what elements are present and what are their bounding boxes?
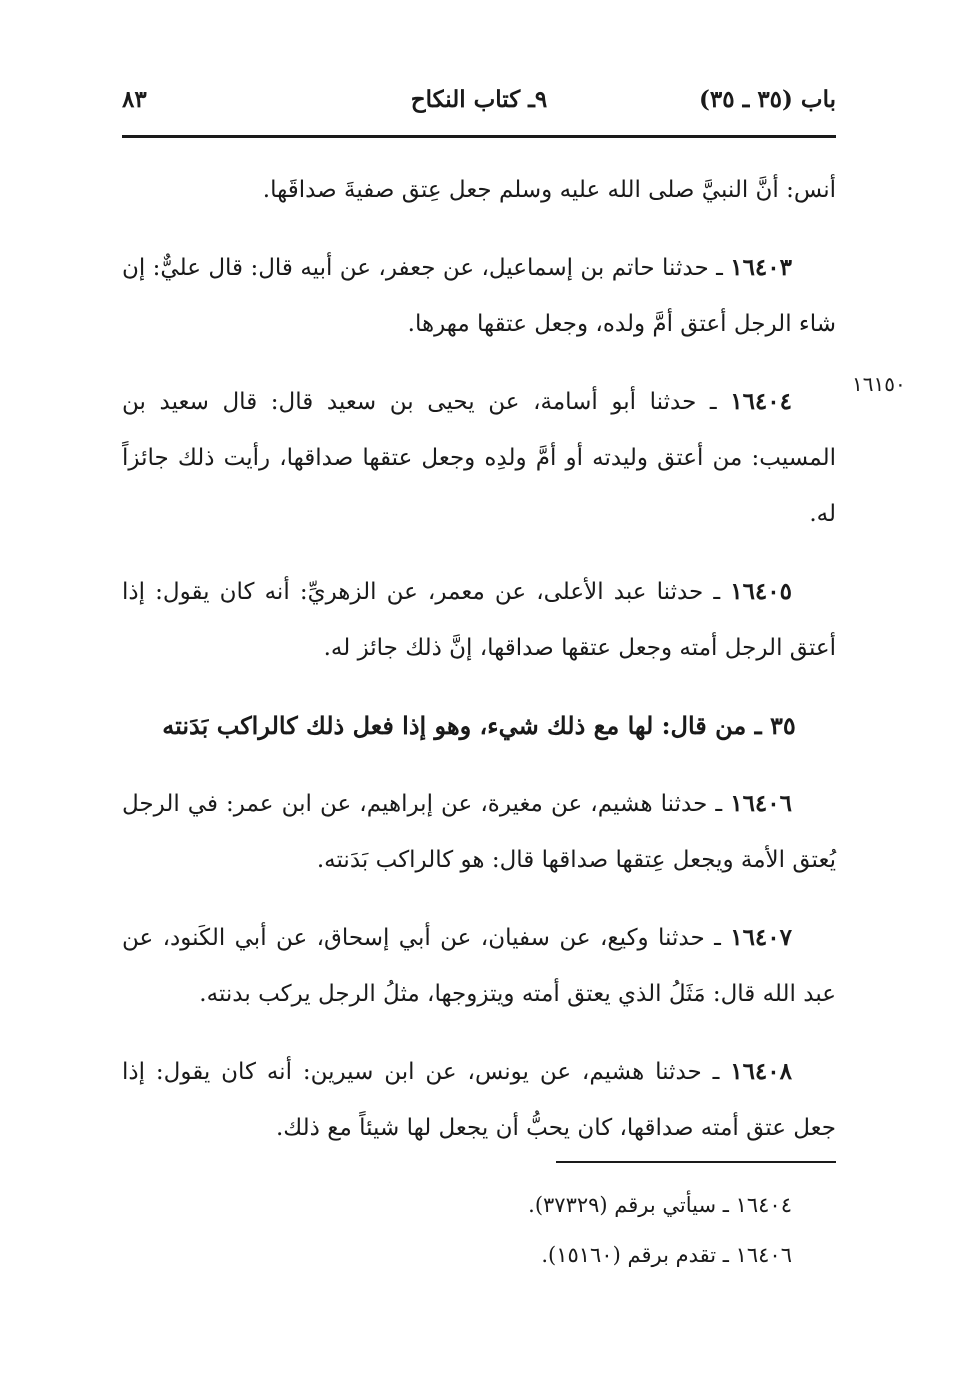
paragraph-text: ـ حدثنا هشيم، عن مغيرة، عن إبراهيم، عن ابن عمر: في الرجل يُعتق الأمة ويجعل عِتقها صداقها قال: هو كالراكب بَدَنته. [122, 791, 836, 873]
hadith-number: ١٦٤٠٣ [730, 254, 792, 281]
footnotes [122, 1180, 836, 1280]
hadith-number: ١٦٤٠٨ [730, 1058, 792, 1085]
hadith-16407 [122, 910, 836, 1022]
page-number: ٨٣ [122, 86, 147, 113]
paragraph-text: أنس: أنَّ النبيَّ صلى الله عليه وسلم جعل عِتق صفيةَ صداقَها. [262, 177, 836, 203]
book-title: ٩ـ كتاب النكاح [410, 86, 548, 113]
paragraph-continuation [122, 162, 836, 218]
hadith-16405 [122, 564, 836, 676]
paragraph-text: ـ حدثنا أبو أسامة، عن يحيى بن سعيد قال: قال سعيد بن المسيب: من أعتق وليدته أو أمَّ ولدِه وجعل عتقها صداقها، رأيت ذلك جائزاً له. [122, 389, 836, 527]
hadith-number: ١٦٤٠٤ [730, 388, 792, 415]
hadith-number: ١٦٤٠٧ [730, 924, 792, 951]
hadith-16404 [122, 374, 836, 542]
footnote: ١٦٤٠٤ ـ سيأتي برقم (٣٧٣٢٩). [528, 1193, 792, 1217]
hadith-16408 [122, 1044, 836, 1156]
paragraph-text: ـ حدثنا هشيم، عن يونس، عن ابن سيرين: أنه كان يقول: إذا جعل عتق أمته صداقها، كان يحبُّ أن يجعل لها شيئاً مع ذلك. [122, 1059, 836, 1141]
running-header [122, 86, 836, 126]
main-text [122, 162, 836, 1178]
hadith-number: ١٦٤٠٥ [730, 578, 792, 605]
paragraph-text: ـ حدثنا عبد الأعلى، عن معمر، عن الزهريِّ: أنه كان يقول: إذا أعتق الرجل أمته وجعل عتقها صداقها، إنَّ ذلك جائز له. [122, 579, 836, 661]
footnote: ١٦٤٠٦ ـ تقدم برقم (١٥١٦٠). [541, 1243, 792, 1267]
hadith-16406 [122, 776, 836, 888]
header-rule [122, 135, 836, 138]
section-title: باب (٣٥ ـ ٣٥) [698, 86, 836, 113]
hadith-number: ١٦٤٠٦ [730, 790, 792, 817]
margin-reference-number: ١٦١٥٠ [852, 372, 906, 396]
paragraph-text: ـ حدثنا وكيع، عن سفيان، عن أبي إسحاق، عن أبي الكَنود، عن عبد الله قال: مَثَلُ الذي يعتق أمته ويتزوجها، مثلُ الرجل يركب بدنته. [122, 925, 836, 1007]
chapter-heading: ٣٥ ـ من قال: لها مع ذلك شيء، وهو إذا فعل ذلك كالراكب بَدَنته [162, 711, 796, 740]
hadith-16403 [122, 240, 836, 352]
footnote-rule [556, 1161, 836, 1163]
paragraph-text: ـ حدثنا حاتم بن إسماعيل، عن جعفر، عن أبيه قال: قال عليٌّ: إن شاء الرجل أعتق أمَّ ولده، وجعل عتقها مهرها. [122, 255, 836, 337]
